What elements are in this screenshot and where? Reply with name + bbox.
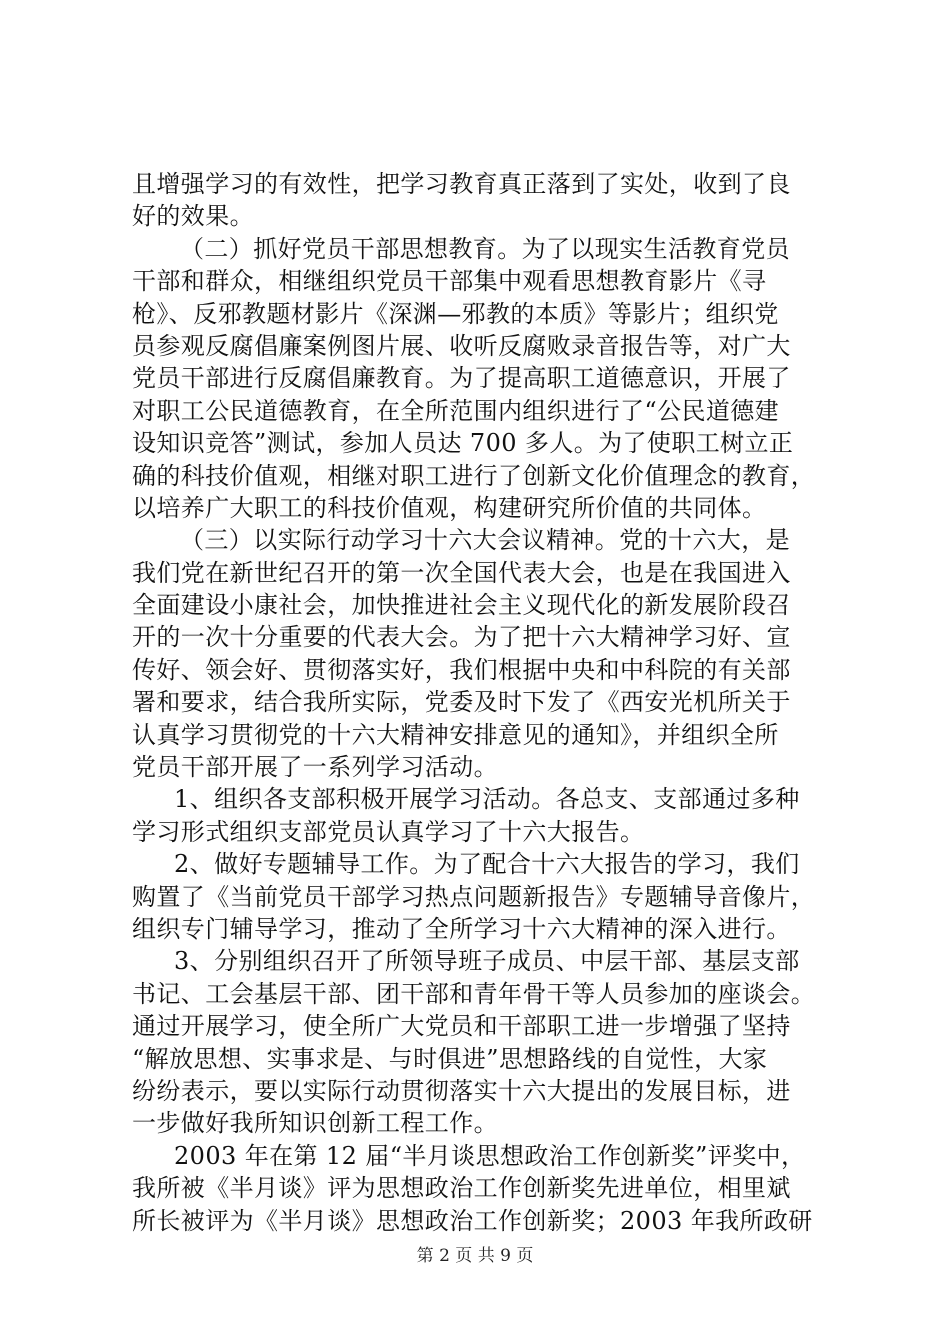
text-line: 好的效果。	[132, 202, 254, 231]
text-line: 对职工公民道德教育，在全所范围内组织进行了“公民道德建	[132, 396, 780, 425]
text-line: 组织专门辅导学习，推动了全所学习十六大精神的深入进行。	[132, 914, 791, 943]
body-text	[132, 168, 832, 1237]
page-footer: 第 2 页 共 9 页	[416, 1246, 534, 1266]
text-line: 通过开展学习，使全所广大党员和干部职工进一步增强了坚持	[132, 1012, 791, 1041]
text-line: 枪》、反邪教题材影片《深渊—邪教的本质》等影片；组织党	[132, 299, 779, 328]
text-line: 党员干部开展了一系列学习活动。	[132, 753, 498, 782]
text-line: 确的科技价值观，相继对职工进行了创新文化价值理念的教育，	[132, 461, 816, 490]
text-line: 且增强学习的有效性，把学习教育真正落到了实处，收到了良	[132, 170, 791, 198]
text-line: 2、做好专题辅导工作。为了配合十六大报告的学习，我们	[174, 850, 800, 879]
text-line: 购置了《当前党员干部学习热点问题新报告》专题辅导音像片，	[132, 882, 816, 911]
text-line: 以培养广大职工的科技价值观，构建研究所价值的共同体。	[132, 493, 767, 522]
text-line: 纷纷表示，要以实际行动贯彻落实十六大提出的发展目标，进	[132, 1076, 791, 1105]
text-line: 2003 年在第 12 届“半月谈思想政治工作创新奖”评奖中，	[174, 1141, 806, 1170]
text-line: 传好、领会好、贯彻落实好，我们根据中央和中科院的有关部	[132, 655, 791, 684]
text-line: （三）以实际行动学习十六大会议精神。党的十六大，是	[180, 526, 790, 555]
text-line: 我们党在新世纪召开的第一次全国代表大会，也是在我国进入	[132, 558, 791, 587]
text-line: 学习形式组织支部党员认真学习了十六大报告。	[132, 817, 645, 846]
text-line: 1、组织各支部积极开展学习活动。各总支、支部通过多种	[174, 785, 800, 814]
text-line: “解放思想、实事求是、与时俱进”思想路线的自觉性，大家	[132, 1044, 768, 1073]
text-line: （二）抓好党员干部思想教育。为了以现实生活教育党员	[180, 234, 790, 263]
text-line: 员参观反腐倡廉案例图片展、收听反腐败录音报告等，对广大	[132, 331, 791, 360]
text-line: 一步做好我所知识创新工程工作。	[132, 1109, 498, 1138]
text-line: 党员干部进行反腐倡廉教育。为了提高职工道德意识，开展了	[132, 364, 791, 393]
text-line: 书记、工会基层干部、团干部和青年骨干等人员参加的座谈会。	[132, 979, 816, 1008]
text-line: 我所被《半月谈》评为思想政治工作创新奖先进单位，相里斌	[132, 1174, 791, 1203]
text-line: 全面建设小康社会，加快推进社会主义现代化的新发展阶段召	[132, 591, 791, 620]
text-line: 设知识竞答”测试，参加人员达 700 多人。为了使职工树立正	[132, 429, 794, 458]
text-line: 署和要求，结合我所实际，党委及时下发了《西安光机所关于	[132, 688, 791, 717]
text-line: 3、分别组织召开了所领导班子成员、中层干部、基层支部	[174, 947, 800, 976]
text-line: 所长被评为《半月谈》思想政治工作创新奖；2003 年我所政研	[132, 1206, 813, 1235]
text-line: 认真学习贯彻党的十六大精神安排意见的通知》，并组织全所	[132, 720, 779, 749]
text-line: 干部和群众，相继组织党员干部集中观看思想教育影片《寻	[132, 267, 767, 296]
text-line: 开的一次十分重要的代表大会。为了把十六大精神学习好、宣	[132, 623, 791, 652]
